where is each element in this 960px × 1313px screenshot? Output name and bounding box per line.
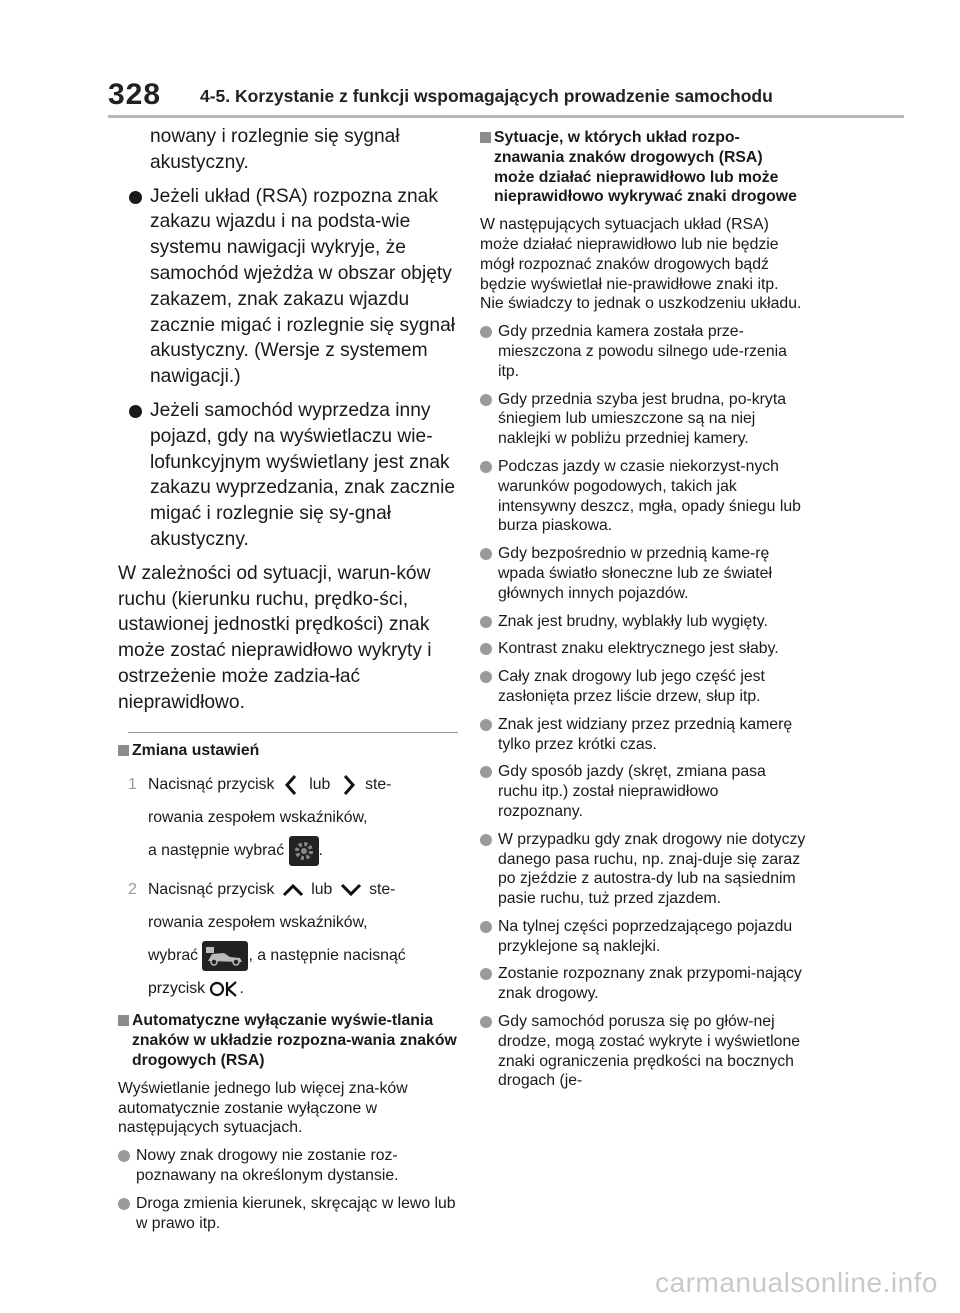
list-item: [480, 715, 806, 755]
step-text: ste-: [369, 881, 396, 899]
bullet-text: Gdy sposób jazdy (skręt, zmiana pasa ruchu itp.) został nieprawidłowo rozpoznany.: [498, 763, 766, 820]
square-bullet-icon: [118, 745, 129, 756]
list-item: [118, 1146, 458, 1186]
bullet-text: Na tylnej części poprzedzającego pojazdu przyklejone są naklejki.: [498, 917, 793, 955]
section-heading-text: Zmiana ustawień: [132, 741, 260, 759]
bullet-text: Gdy bezpośrednio w przednią kame-rę wpada światło słoneczne lub ze świateł głównych innych pojazdów.: [498, 545, 772, 602]
step-text: rowania zespołem wskaźników,: [148, 809, 368, 827]
step-text: wybrać: [148, 947, 199, 965]
step-text: ste-: [365, 776, 392, 794]
bullet-icon: [480, 643, 492, 655]
bullet-icon: [480, 461, 492, 473]
list-item: [118, 1194, 458, 1234]
bullet-text: Gdy przednia kamera została prze-mieszczona z powodu silnego ude-rzenia itp.: [498, 323, 787, 380]
section-heading: [118, 1011, 458, 1070]
bullet-text: W przypadku gdy znak drogowy nie dotyczy danego pasa ruchu, np. znaj-duje się zaraz po zjeździe z autostra-dy lub na sąsiednim pasie ruchu, tuż przed zjazdem.: [498, 830, 806, 908]
step-text: .: [318, 842, 323, 860]
continued-text: nowany i rozlegnie się sygnał akustyczny.: [150, 126, 400, 173]
step-text: przycisk: [148, 980, 206, 998]
ok-label-icon: [209, 979, 239, 999]
step-2: [118, 873, 458, 1005]
section-heading-text: Sytuacje, w których układ rozpo-znawania znaków drogowych (RSA) może działać nieprawidłowo lub może nieprawidłowo wykrywać znaki drogowe: [494, 129, 797, 206]
section-divider: [128, 732, 458, 733]
section-heading-text: Automatyczne wyłączanie wyświe-tlania znaków w układzie rozpozna-wania znaków drogowych (RSA): [132, 1012, 457, 1069]
square-bullet-icon: [118, 1015, 129, 1026]
watermark: carmanualsonline.info: [655, 1267, 938, 1298]
step-1: [118, 768, 458, 867]
bullet-text: Gdy przednia szyba jest brudna, po-kryta śniegiem lub umieszczone są na niej naklejki w pobliżu przedniej kamery.: [498, 390, 787, 448]
list-item: [480, 612, 806, 632]
bullet-icon: [480, 326, 492, 338]
bullet-text: Znak jest brudny, wyblakły lub wygięty.: [498, 612, 768, 630]
right-column: [480, 128, 806, 1099]
list-item: [480, 1012, 806, 1091]
list-item: [118, 398, 458, 553]
step-number: 1: [128, 776, 137, 794]
chevron-left-icon: [279, 772, 305, 798]
step-text: , a następnie nacisnąć: [248, 947, 406, 965]
list-item: [480, 762, 806, 821]
bullet-icon: [480, 616, 492, 628]
list-item: [118, 184, 458, 390]
header-rule: [108, 115, 904, 118]
step-text: a następnie wybrać: [148, 842, 285, 860]
step-text: rowania zespołem wskaźników,: [148, 914, 368, 932]
chapter-title: 4-5. Korzystanie z funkcji wspomagających prowadzenie samochodu: [200, 86, 773, 106]
bullet-text: Droga zmienia kierunek, skręcając w lewo lub w prawo itp.: [136, 1194, 456, 1232]
list-item: [480, 457, 806, 536]
list-item: [480, 964, 806, 1004]
bullet-icon: [480, 968, 492, 980]
bullet-text: Znak jest widziany przez przednią kamerę tylko przez krótki czas.: [498, 715, 793, 753]
body-paragraph: W następujących sytuacjach układ (RSA) może działać nieprawidłowo lub nie będzie mógł rozpoznać znaków drogowych bądź będzie wyświetlał nie-prawidłowe znaki itp. Nie świadczy to jednak o uszkodzeniu układu.: [480, 216, 802, 313]
list-item: [480, 322, 806, 381]
bullet-text: Kontrast znaku elektrycznego jest słaby.: [498, 640, 779, 658]
bullet-text: Podczas jazdy w czasie niekorzyst-nych warunków pogodowych, takich jak intensywny deszcz, mgła, opady śniegu lub burza piaskowa.: [498, 457, 801, 535]
bullet-icon: [129, 191, 142, 204]
chevron-down-icon: [337, 879, 365, 901]
bullet-icon: [480, 394, 492, 406]
gear-icon: [289, 836, 319, 866]
bullet-icon: [480, 834, 492, 846]
list-item: [480, 639, 806, 659]
page-number: 328: [108, 78, 162, 111]
list-item: [480, 830, 806, 909]
step-text: Nacisnąć przycisk: [148, 881, 275, 899]
bullet-text: Cały znak drogowy lub jego część jest zasłonięta przez liście drzew, słup itp.: [498, 668, 765, 705]
bullet-icon: [480, 719, 492, 731]
car-sign-icon: [202, 941, 248, 971]
chevron-up-icon: [279, 879, 307, 901]
bullet-text: Gdy samochód porusza się po głów-nej drodze, mogą zostać wykryte i wyświetlone znaki ograniczenia prędkości na bocznych drogach (je-: [498, 1013, 801, 1090]
section-heading: [118, 741, 458, 761]
bullet-icon: [480, 1016, 492, 1028]
step-text: lub: [311, 881, 333, 899]
bullet-icon: [118, 1150, 130, 1162]
chevron-right-icon: [335, 772, 361, 798]
list-item: [480, 917, 806, 957]
body-paragraph: Wyświetlanie jednego lub więcej zna-ków automatycznie zostanie wyłączone w następujących sytuacjach.: [118, 1079, 408, 1137]
list-item: [480, 390, 806, 449]
bullet-icon: [480, 921, 492, 933]
list-item: [480, 544, 806, 603]
list-item: [480, 667, 806, 707]
bullet-icon: [480, 548, 492, 560]
bullet-icon: [129, 405, 142, 418]
step-text: lub: [309, 776, 331, 794]
page-header: [108, 78, 904, 118]
step-number: 2: [128, 881, 137, 899]
left-column: [118, 124, 458, 1241]
step-text: .: [239, 980, 244, 998]
bullet-text: Nowy znak drogowy nie zostanie roz-poznawany na określonym dystansie.: [136, 1147, 399, 1184]
bullet-text: Jeżeli samochód wyprzedza inny pojazd, gdy na wyświetlaczu wie-lofunkcyjnym wyświetlany jest znak zakazu wyprzedzania, znak zacznie migać i rozlegnie się sy-gnał akustyczny.: [150, 399, 456, 550]
bullet-text: Zostanie rozpoznany znak przypomi-nający znak drogowy.: [498, 965, 802, 1003]
section-heading: [480, 128, 806, 207]
bullet-icon: [480, 671, 492, 683]
bullet-icon: [118, 1198, 130, 1210]
step-text: Nacisnąć przycisk: [148, 776, 275, 794]
body-paragraph: W zależności od sytuacji, warun-ków ruchu (kierunku ruchu, prędko-ści, ustawionej jednostki prędkości) znak może zostać nieprawidłowo wykryty i ostrzeżenie może zadzia-łać nieprawidłowo.: [118, 562, 432, 713]
bullet-text: Jeżeli układ (RSA) rozpozna znak zakazu wjazdu i na podsta-wie systemu nawigacji wykryje, że samochód wjeżdża w obszar objęty zakazem, znak zakazu wjazdu zacznie migać i rozlegnie się sygnał akustyczny. (Wersje z systemem nawigacji.): [150, 185, 456, 388]
bullet-icon: [480, 766, 492, 778]
square-bullet-icon: [480, 132, 491, 143]
